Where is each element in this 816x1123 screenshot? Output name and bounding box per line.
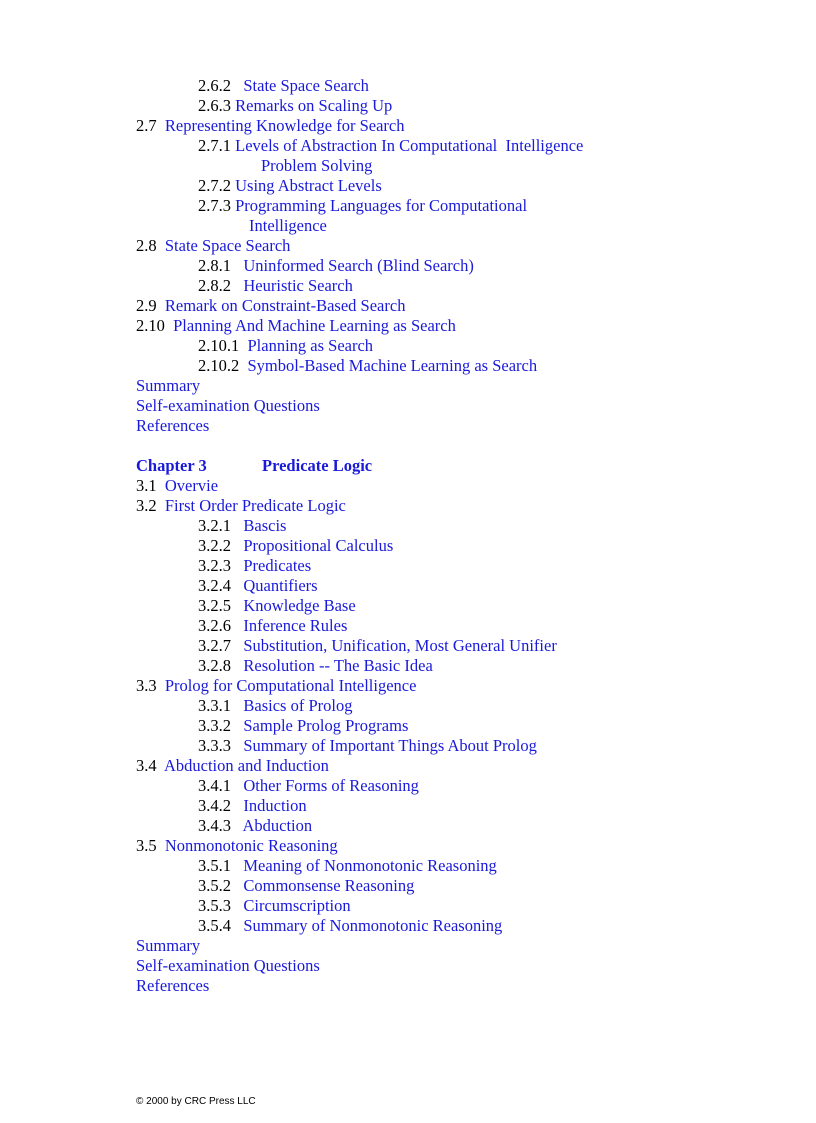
section-number: 3.3.1 [198,696,231,715]
toc-link[interactable]: Inference Rules [243,616,348,635]
section-number: 2.6.2 [198,76,231,95]
section-number: 3.3.2 [198,716,231,735]
toc-link[interactable]: First Order Predicate Logic [164,496,346,515]
section-number: 3.2.5 [198,596,231,615]
toc-entry-continuation[interactable] [136,156,776,176]
section-number: 2.7.1 [198,136,231,155]
section-number: 2.7.3 [198,196,231,215]
section-number: 2.6.3 [198,96,231,115]
toc-entry-references[interactable] [136,416,776,436]
section-number: 2.10.2 [198,356,240,375]
section-number: 3.4.3 [198,816,231,835]
toc-link[interactable]: Programming Languages for Computational [235,196,528,215]
toc-entry-2-7[interactable] [136,116,776,136]
toc-entry-3-2-6[interactable] [136,616,776,636]
toc-entry-2-9[interactable] [136,296,776,316]
toc-entry-3-1[interactable] [136,476,776,496]
toc-link[interactable]: State Space Search [243,76,369,95]
section-number: 2.8.1 [198,256,231,275]
toc-link[interactable]: Quantifiers [243,576,318,595]
toc-entry-summary[interactable] [136,936,776,956]
toc-link[interactable]: Summary of Nonmonotonic Reasoning [243,916,503,935]
section-number: 3.5 [136,836,157,855]
toc-entry-references[interactable] [136,976,776,996]
section-number: 3.4.2 [198,796,231,815]
toc-link[interactable]: Planning as Search [247,336,374,355]
toc-entry-2-6-2[interactable] [136,76,776,96]
toc-link[interactable]: Nonmonotonic Reasoning [164,836,338,855]
toc-entry-3-2-1[interactable] [136,516,776,536]
toc-entry-2-8-2[interactable] [136,276,776,296]
toc-entry-3-3-3[interactable] [136,736,776,756]
section-number: 3.5.2 [198,876,231,895]
toc-link[interactable]: Bascis [243,516,287,535]
toc-entry-2-10-2[interactable] [136,356,776,376]
toc-entry-self-examination[interactable] [136,396,776,416]
toc-link[interactable]: Propositional Calculus [243,536,394,555]
section-number: 3.4 [136,756,157,775]
toc-link[interactable]: Representing Knowledge for Search [164,116,405,135]
toc-link-continuation[interactable]: Intelligence [249,216,327,235]
references-link[interactable]: References [136,416,210,435]
toc-entry-3-2-5[interactable] [136,596,776,616]
chapter-title[interactable]: Predicate Logic [262,456,373,475]
toc-link[interactable]: Prolog for Computational Intelligence [164,676,417,695]
toc-entry-2-7-2[interactable] [136,176,776,196]
toc-link[interactable]: Substitution, Unification, Most General Unifier [243,636,557,655]
toc-link[interactable]: Using Abstract Levels [235,176,382,195]
toc-link[interactable]: State Space Search [164,236,291,255]
toc-entry-3-2-7[interactable] [136,636,776,656]
toc-link[interactable]: Levels of Abstraction In Computational Intelligence [235,136,584,155]
toc-entry-3-2-2[interactable] [136,536,776,556]
chapter-label[interactable]: Chapter 3 [136,456,207,475]
toc-link[interactable]: Commonsense Reasoning [243,876,415,895]
section-number: 3.2.1 [198,516,231,535]
section-number: 3.2.2 [198,536,231,555]
copyright-footer: © 2000 by CRC Press LLC [136,1096,256,1107]
section-number: 3.3.3 [198,736,231,755]
toc-entry-summary[interactable] [136,376,776,396]
toc-link[interactable]: Meaning of Nonmonotonic Reasoning [243,856,497,875]
toc-link[interactable]: Resolution -- The Basic Idea [243,656,433,675]
toc-link[interactable]: Heuristic Search [243,276,353,295]
toc-entry-3-4-2[interactable] [136,796,776,816]
toc-entry-3-3[interactable] [136,676,776,696]
toc-entry-2-6-3[interactable] [136,96,776,116]
toc-entry-2-7-3[interactable] [136,196,776,216]
toc-entry-3-4-1[interactable] [136,776,776,796]
summary-link[interactable]: Summary [136,936,201,955]
toc-link[interactable]: Remark on Constraint-Based Search [164,296,406,315]
toc-link[interactable]: Other Forms of Reasoning [243,776,419,795]
toc-link[interactable]: Abduction [242,816,313,835]
toc-link[interactable]: Induction [243,796,307,815]
section-number: 3.2.4 [198,576,231,595]
toc-entry-3-2-8[interactable] [136,656,776,676]
section-number: 3.1 [136,476,157,495]
section-number: 3.5.3 [198,896,231,915]
section-number: 2.10.1 [198,336,240,355]
toc-entry-2-8-1[interactable] [136,256,776,276]
toc-entry-3-4-3[interactable] [136,816,776,836]
spacer [136,436,776,456]
toc-entry-3-3-2[interactable] [136,716,776,736]
toc-link[interactable]: Abduction and Induction [163,756,329,775]
section-number: 3.3 [136,676,157,695]
table-of-contents [136,76,776,996]
toc-entry-2-10-1[interactable] [136,336,776,356]
toc-entry-3-2[interactable] [136,496,776,516]
summary-link[interactable]: Summary [136,376,201,395]
toc-entry-3-2-4[interactable] [136,576,776,596]
toc-entry-3-5-2[interactable] [136,876,776,896]
toc-entry-3-5-1[interactable] [136,856,776,876]
section-number: 2.8.2 [198,276,231,295]
toc-entry-2-7-1[interactable] [136,136,776,156]
toc-link[interactable]: Summary of Important Things About Prolog [243,736,537,755]
toc-link[interactable]: Overvie [164,476,219,495]
section-number: 3.2 [136,496,157,515]
section-number: 3.2.8 [198,656,231,675]
toc-link[interactable]: Uninformed Search (Blind Search) [243,256,474,275]
toc-entry-self-examination[interactable] [136,956,776,976]
section-number: 3.2.6 [198,616,231,635]
section-number: 2.8 [136,236,157,255]
self-examination-questions-link[interactable]: Self-examination Questions [136,956,320,975]
chapter-heading[interactable] [136,456,776,476]
section-number: 3.2.3 [198,556,231,575]
section-number: 3.2.7 [198,636,231,655]
toc-entry-continuation[interactable] [136,216,776,236]
toc-entry-3-5-3[interactable] [136,896,776,916]
toc-link[interactable]: Knowledge Base [243,596,356,615]
toc-entry-3-5-4[interactable] [136,916,776,936]
toc-entry-3-2-3[interactable] [136,556,776,576]
section-number: 2.7.2 [198,176,231,195]
toc-link-continuation[interactable]: Problem Solving [261,156,373,175]
references-link[interactable]: References [136,976,210,995]
self-examination-questions-link[interactable]: Self-examination Questions [136,396,320,415]
toc-link[interactable]: Remarks on Scaling Up [235,96,393,115]
toc-entry-3-4[interactable] [136,756,776,776]
toc-entry-3-5[interactable] [136,836,776,856]
toc-entry-2-8[interactable] [136,236,776,256]
toc-link[interactable]: Predicates [243,556,312,575]
section-number: 3.5.1 [198,856,231,875]
section-number: 2.10 [136,316,165,335]
section-number: 2.9 [136,296,157,315]
section-number: 3.4.1 [198,776,231,795]
toc-entry-3-3-1[interactable] [136,696,776,716]
toc-link[interactable]: Sample Prolog Programs [243,716,409,735]
section-number: 3.5.4 [198,916,231,935]
toc-entry-2-10[interactable] [136,316,776,336]
toc-link[interactable]: Basics of Prolog [243,696,353,715]
toc-link[interactable]: Circumscription [243,896,351,915]
section-number: 2.7 [136,116,157,135]
toc-link[interactable]: Symbol-Based Machine Learning as Search [247,356,538,375]
toc-link[interactable]: Planning And Machine Learning as Search [173,316,456,335]
